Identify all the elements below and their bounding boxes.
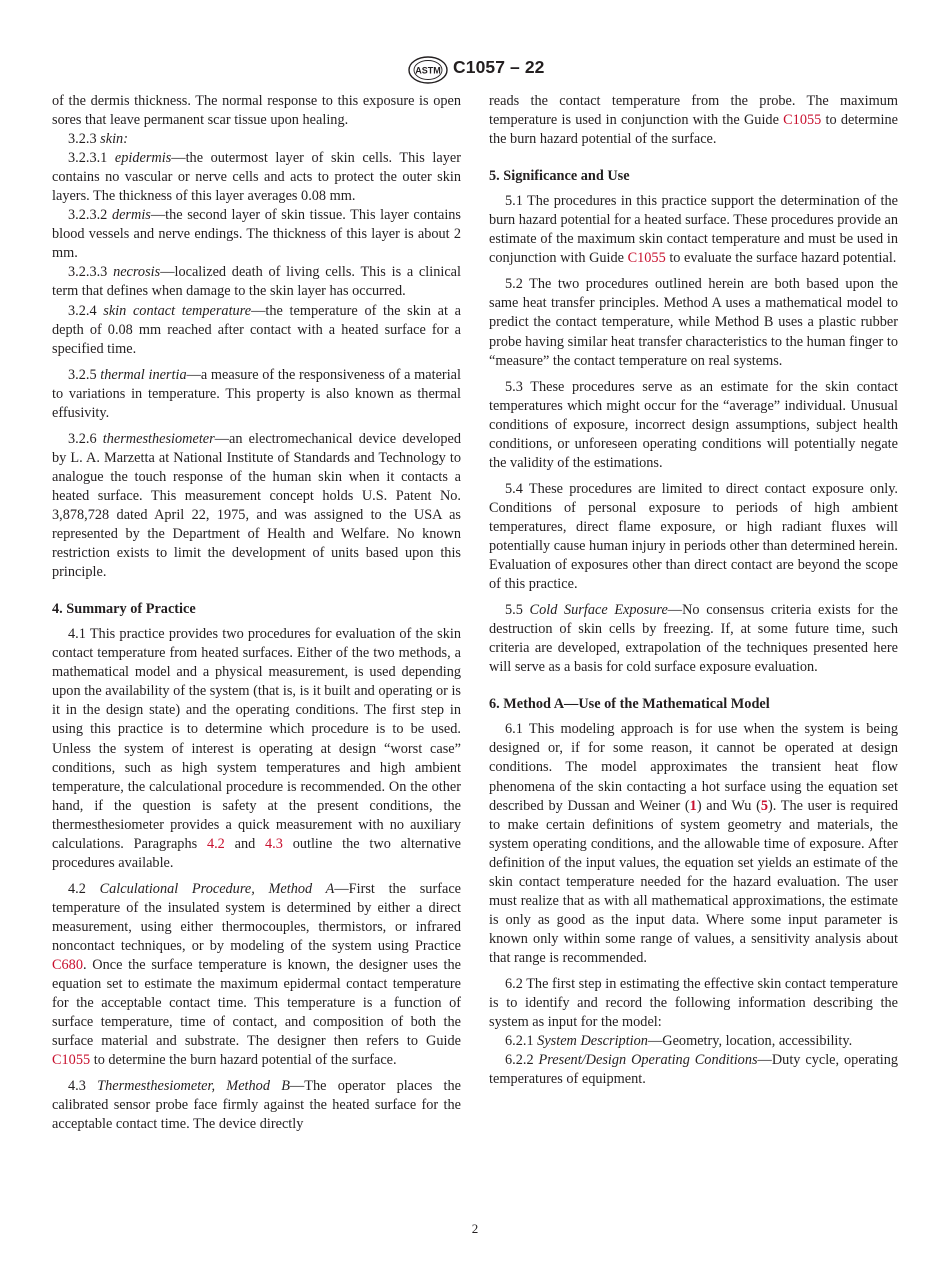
reference-1[interactable]: 1 — [689, 797, 697, 814]
paragraph: of the dermis thickness. The normal response to this exposure is open sores that leave permanent scar tissue upon healing. — [52, 93, 461, 129]
section-heading-6: 6. Method A—Use of the Mathematical Model — [489, 696, 770, 713]
paragraph-5-2: 5.2 The two procedures outlined herein are both based upon the same heat transfer principles. Method A uses a mathematical model to predict the contact temperature, while Method B uses a plastic rubber probe having similar heat transfer characteristics to the human finger to “measure” the contact temperature on real systems. — [489, 276, 898, 369]
left-column — [52, 92, 461, 1134]
document-id: C1057 – 22 — [453, 57, 545, 77]
link-c1055[interactable]: C1055 — [783, 112, 822, 129]
astm-logo-icon — [408, 56, 448, 84]
definition-3-2-6: 3.2.6 thermesthesiometer—an electromechanical device developed by L. A. Marzetta at National Institute of Standards and Technology to analogue the touch response of the human skin when it contacts a heated surface. This measurement concept holds U.S. Patent No. 3,878,728 dated April 22, 1975, and was assigned to the USA as represented by the Department of Health and Welfare. No known restriction exists to limit the development of units based upon this principle. — [52, 430, 461, 581]
paragraph-6-2-2: 6.2.2 Present/Design Operating Conditions—Duty cycle, operating temperatures of equipment. — [489, 1052, 899, 1088]
link-4-3[interactable]: 4.3 — [265, 835, 283, 852]
paragraph-5-1: 5.1 The procedures in this practice support the determination of the burn hazard potential for a heated surface. These procedures provide an estimate of the maximum skin contact temperature and must be used in conjunction with Guide C1055 to evaluate the surface hazard potential. — [489, 193, 898, 267]
page-header — [0, 54, 950, 88]
definition-3-2-5: 3.2.5 thermal inertia—a measure of the responsiveness of a material to variations in temperature. This property is also known as thermal effusivity. — [52, 366, 461, 421]
definition-3-2-3-3: 3.2.3.3 necrosis—localized death of living cells. This is a clinical term that defines when damage to the skin layer has occurred. — [52, 264, 462, 300]
definition-3-2-4: 3.2.4 skin contact temperature—the temperature of the skin at a depth of 0.08 mm reached after contact with a heated surface for a specified time. — [52, 302, 461, 357]
link-4-2[interactable]: 4.2 — [206, 835, 225, 852]
section-heading-5: 5. Significance and Use — [489, 168, 630, 185]
right-column — [489, 92, 898, 1089]
paragraph-4-1: 4.1 This practice provides two procedures for evaluation of the skin contact temperature from heated surfaces. Either of the two methods, a mathematical model and a physical measurement, is used depending upon the availability of the system (that is, is it built and operating or is it in the design state) and the operating conditions. The first step in using this practice is to determine which procedure is to be used. Unless the system of interest is operating at design “worst case” conditions, such as high system temperatures and high ambient temperature, the calculational procedure is recommended. On the other hand, if the question is safety at the present conditions, the thermesthesiometer provides a quick measurement with no auxiliary calculations. Paragraphs 4.2 and 4.3 outline the two alternative procedures available. — [52, 626, 461, 871]
page-number: 2 — [471, 1221, 479, 1236]
paragraph-5-3: 5.3 These procedures serve as an estimate for the skin contact temperatures which might occur for the “average” individual. Unusual conditions of exposure, incorrect design assumptions, subject health conditions, or unforeseen operating conditions will potentially negate the validity of the estimations. — [489, 378, 898, 471]
definition-3-2-3-2: 3.2.3.2 dermis—the second layer of skin tissue. This layer contains blood vessels and nerve endings. The thickness of this layer is about 2 mm. — [52, 207, 461, 262]
logo-text: ASTM — [415, 65, 441, 76]
link-c680[interactable]: C680 — [52, 957, 83, 974]
paragraph-5-5: 5.5 Cold Surface Exposure—No consensus criteria exists for the destruction of skin cells by freezing. If, at some future time, such criteria are developed, extrapolation of the techniques presented here will serve as a basis for cold surface exposure evaluation. — [489, 602, 899, 676]
section-heading-4: 4. Summary of Practice — [52, 601, 196, 618]
paragraph-6-2: 6.2 The first step in estimating the effective skin contact temperature is to identify and record the following information describing the system as input for the model: — [489, 975, 898, 1031]
paragraph-4-3-continued: reads the contact temperature from the probe. The maximum temperature is used in conjunction with the Guide C1055 to determine the burn hazard potential of the surface. — [489, 93, 898, 148]
paragraph-5-4: 5.4 These procedures are limited to direct contact exposure only. Conditions of personal exposure to periods of high ambient temperatures, direct flame exposure, or high radiant fluxes will potentially cause human injury in periods other than determined herein. Evaluation of exposures other than direct contact are beyond the scope of this practice. — [489, 480, 898, 593]
paragraph-6-1: 6.1 This modeling approach is for use when the system is being designed or, if for some reason, it cannot be operated at design conditions. The model approximates the transient heat flow phenomena of the skin contacting a hot surface using the equation set described by Dussan and Weiner (1) and Wu (5). The user is required to make certain definitions of system geometry and materials, the system operating conditions, and the allowable time of exposure. After definition of the input values, the equation set yields an estimate of the skin contact temperature needed for the hazard evaluation. The user must realize that as with all mathematical approximations, the estimate is only as good as the input data. Where some input parameter is known only within some range of values, a sensitivity analysis about that range is recommended. — [489, 721, 899, 966]
paragraph-6-2-1: 6.2.1 System Description—Geometry, location, accessibility. — [505, 1033, 853, 1050]
definition-3-2-3: 3.2.3 skin: — [68, 131, 128, 148]
link-c1055[interactable]: C1055 — [627, 250, 666, 267]
definition-3-2-3-1: 3.2.3.1 epidermis—the outermost layer of skin cells. This layer contains no vascular or nerve cells and acts to protect the outer skin layers. The thickness of this layer averages 0.08 mm. — [52, 150, 461, 205]
paragraph-4-2: 4.2 Calculational Procedure, Method A—First the surface temperature of the insulated system is determined by either a direct measurement, using either thermocouples, thermistors, or infrared noncontact techniques, or by modeling of the system using Practice C680. Once the surface temperature is known, the designer uses the equation set to estimate the maximum epidermal contact temperature for the acceptable contact time. This temperature is a function of surface temperature, time of contact, and composition of both the surface material and substrate. The designer then refers to Guide C1055 to determine the burn hazard potential of the surface. — [52, 880, 462, 1069]
paragraph-4-3: 4.3 Thermesthesiometer, Method B—The operator places the calibrated sensor probe face firmly against the heated surface for the acceptable contact time. The device directly — [52, 1078, 461, 1133]
reference-5[interactable]: 5 — [760, 797, 768, 814]
link-c1055[interactable]: C1055 — [52, 1052, 91, 1069]
